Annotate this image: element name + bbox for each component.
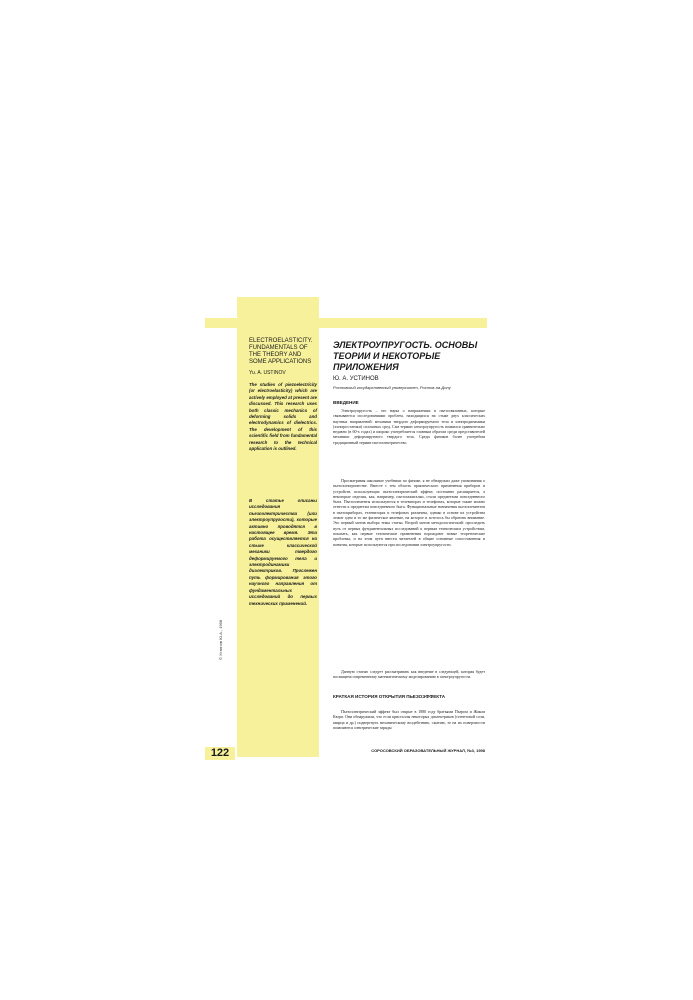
article-author: Ю. А. УСТИНОВ <box>333 376 379 382</box>
history-paragraph-1: Пьезоэлектрический эффект был открыт в 1880 году братьями Пьером и Жаком Кюри. Они обнаружили, что если кристаллы некоторых диэлектриков (сегнетовой соли, кварца и др.) подвергнуть механическому воздействию, сжатию, то на их поверхности появляются электрические заряды <box>333 709 485 730</box>
russian-abstract: В статье описаны исследования пьезоэлектричества (или электроупругости), которые активно проводятся в настоящее время. Эта работа осуществляется на стыке классической механики твердого деформируемого тела и электродинамики диэлектриков. Прослежен путь формирования этого научного направления от фундаментальных исследований до первых технических применений. <box>249 498 317 606</box>
english-author: Yu. A. USTINOV <box>249 370 286 376</box>
english-title: ELECTROELASTICITY. FUNDAMENTALS OF THE THEORY AND SOME APPLICATIONS <box>249 338 313 365</box>
author-affiliation: Ростовский государственный университет, Ростов-на-Дону <box>333 385 451 390</box>
section-heading-introduction: ВВЕДЕНИЕ <box>333 400 359 405</box>
header-highlight-band <box>205 318 487 328</box>
journal-footer: СОРОСОВСКИЙ ОБРАЗОВАТЕЛЬНЫЙ ЖУРНАЛ, №3, 1998 <box>371 748 485 753</box>
english-abstract: The studies of piezoelectricity (or electroelasticity) which are actively employed at present are discussed. This research uses both classic mechanics of deforming solids and electrodynamics of dielectrics. The development of this scientific field from fundamental research to the technical application is outlined. <box>249 382 317 452</box>
intro-paragraph-3: Данную статью следует рассматривать как введение в следующей, которая будет посвящена современному математическому моделированию в электроупругости. <box>333 669 485 680</box>
article-title: ЭЛЕКТРОУПРУГОСТЬ. ОСНОВЫ ТЕОРИИ И НЕКОТОРЫЕ ПРИЛОЖЕНИЯ <box>333 340 478 372</box>
intro-paragraph-1: Электроупругость – это наука о напряжениях в пьезосвязанных, которые связываются исследованиями проблем, находящихся на стыке двух классических научных направлений: механики твердого деформируемого тела и электродинамики (электростатики) сплошных сред. Сам термин электроупругость появился сравнительно недавно (в 60-х годах) и широко употребляется главным образом среди представителей механики деформируемого твердого тела. Среди физиков более употребим традиционный термин пьезоэлектричество. <box>333 408 485 445</box>
section-heading-history: КРАТКАЯ ИСТОРИЯ ОТКРЫТИЯ ПЬЕЗОЭФФЕКТА <box>333 694 446 699</box>
intro-paragraph-2: Просматривая школьные учебники по физике, я не обнаружил даже упоминания о пьезоэлектричестве. Вместе с тем область практического применения приборов и устройств, использующих пьезоэлектрический эффект, постоянно расширяется, а некоторые изделия, как, например, пьезозажигалки, стали предметами повседневного быта. Пьезоэлементы используются в телевизорах и телефонах, которые также можно отнести к предметам повседневного быта. Функциональные назначения пьезоэлементов в пьезоприборах, телевизорах и телефонах различны, однако в основе их устройства лежит одно и то же физическое явление, на которое и хотелось бы обратить внимание. Это первый мотив выбора темы статьи. Второй мотив методологический: проследить путь от первых фундаментальных исследований к первым техническим устройствам, показать, как первые технические применения порождают новые теоретические проблемы, и на этом пути внести читателей в общие основные сопоставления и понятия, которые используются при исследовании электроупругости. <box>333 478 485 547</box>
page-number: 122 <box>205 747 235 760</box>
copyright-note: © Устинов Ю.А., 1998 <box>218 619 223 660</box>
